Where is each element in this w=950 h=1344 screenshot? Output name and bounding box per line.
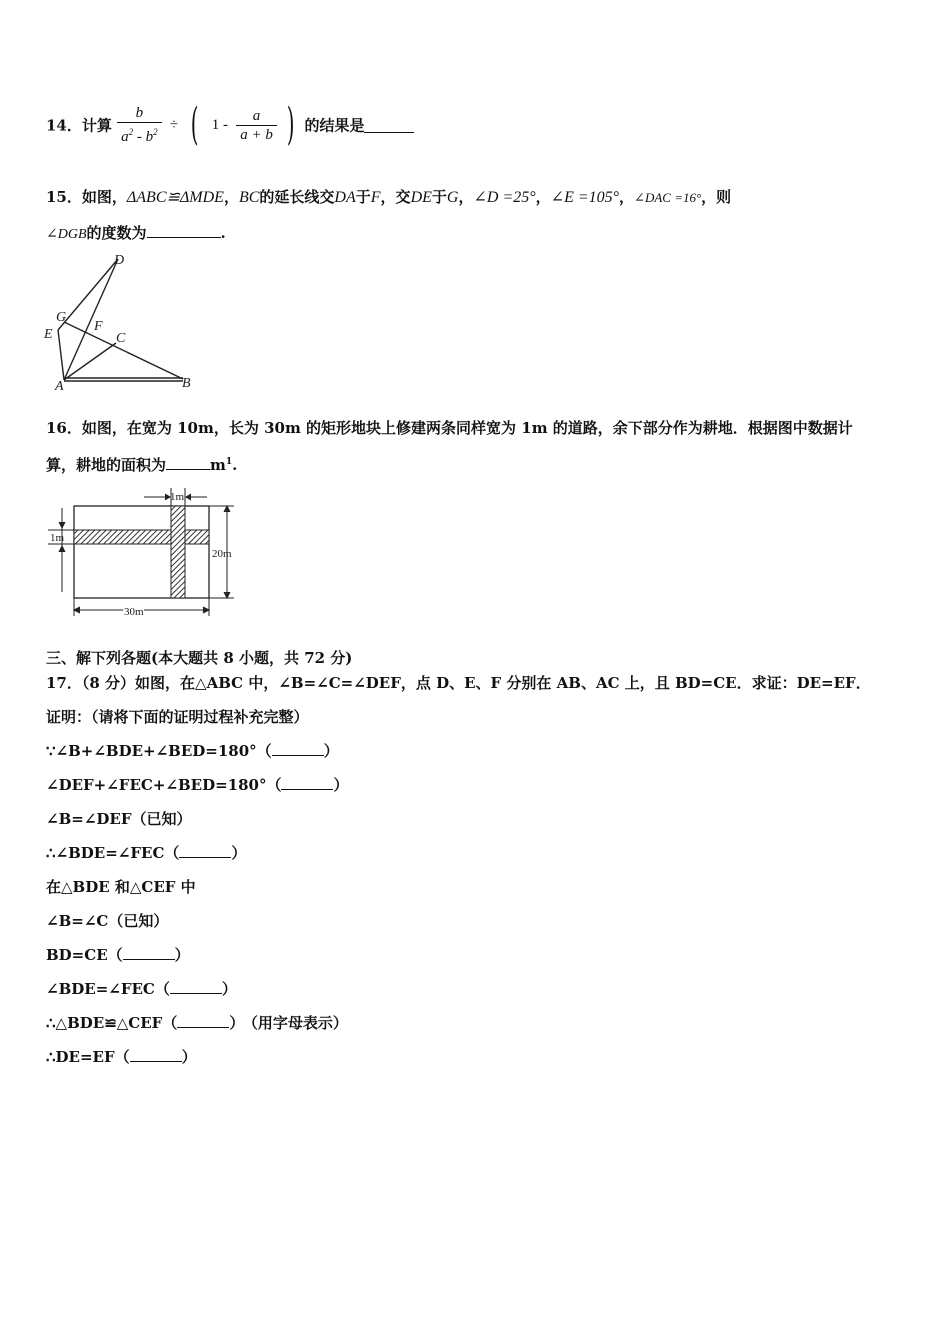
- q14-frac1-numerator: b: [117, 104, 162, 123]
- q15-f: F: [370, 189, 381, 206]
- q15-answer-blank[interactable]: [147, 223, 221, 238]
- q17-step-8-close: ）: [221, 980, 237, 998]
- q15-text-7: ，: [619, 188, 635, 206]
- section-3-title: 三、解下列各题(本大题共 8 小题，共 72 分): [46, 649, 353, 667]
- q17-step-4-text: ∴∠BDE=∠FEC（: [46, 844, 180, 862]
- q17-step-7: [46, 944, 190, 965]
- question-16-line-2: [46, 454, 237, 475]
- q17-step-2-close: ）: [333, 776, 349, 794]
- q15-label-a: A: [55, 379, 64, 394]
- q14-den-sq2: 2: [153, 127, 158, 137]
- q14-fraction-2: [236, 107, 277, 144]
- q15-da: DA: [334, 189, 356, 206]
- q16-answer-blank[interactable]: [166, 455, 210, 470]
- q15-label-g: G: [56, 310, 67, 325]
- q15-label-b: B: [182, 376, 191, 391]
- q17-step-5: [46, 876, 196, 897]
- q15-bc: BC: [238, 189, 260, 206]
- q14-answer-blank[interactable]: [364, 118, 414, 133]
- q15-angle-d: ∠D =25°: [473, 189, 536, 206]
- q15-g: G: [446, 189, 459, 206]
- question-17-stem: 17．（8 分）如图，在△ABC 中，∠B=∠C=∠DEF，点 D、E、F 分别在 AB、AC 上，且 BD=CE．求证：DE=EF．: [46, 674, 871, 692]
- q15-congruence: ΔABC≌ΔMDE: [126, 189, 224, 206]
- q15-period: .: [220, 224, 226, 242]
- q17-step-6: [46, 910, 168, 931]
- q14-right-paren: ): [286, 99, 295, 150]
- q16-road-horizontal: [74, 530, 209, 544]
- q15-text-5: ，: [458, 188, 474, 206]
- question-14: [46, 99, 414, 150]
- q15-text-4: 于: [431, 188, 447, 206]
- q16-figure: [44, 484, 254, 624]
- q14-divide-sign: ÷: [169, 116, 179, 133]
- q15-suffix: 的度数为: [86, 224, 147, 242]
- q14-den-a: a: [121, 129, 129, 145]
- q15-angle-dgb: ∠DGB: [46, 227, 87, 242]
- q15-label-f: F: [94, 319, 103, 334]
- q15-prefix: 15．如图，: [46, 188, 127, 206]
- question-17-proof-intro: 证明：（请将下面的证明过程补充完整）: [46, 708, 309, 726]
- q17-step-9-blank[interactable]: [177, 1013, 229, 1028]
- q15-text-3: ，交: [380, 188, 411, 206]
- q17-step-10-close: ）: [181, 1048, 197, 1066]
- q17-step-9-close: ）: [229, 1014, 245, 1032]
- q17-step-1-close: ）: [323, 742, 339, 760]
- q15-angle-e: ∠E =105°: [550, 189, 620, 206]
- q17-step-2-text: ∠DEF+∠FEC+∠BED=180°（: [46, 776, 282, 794]
- q17-step-6-text: ∠B=∠C（已知）: [46, 912, 169, 930]
- q15-figure: [40, 250, 210, 395]
- q15-de: DE: [410, 189, 432, 206]
- q16-label-length: 30m: [124, 606, 144, 618]
- q17-step-3: [46, 808, 191, 829]
- q14-den-sq1: 2: [128, 127, 134, 137]
- q17-step-10-text: ∴DE=EF（: [46, 1048, 130, 1066]
- q15-segment-ea: [58, 330, 64, 380]
- q17-step-10: [46, 1046, 197, 1067]
- q17-step-7-text: BD=CE（: [46, 946, 123, 964]
- q17-step-8-blank[interactable]: [170, 979, 222, 994]
- q17-step-7-close: ）: [174, 946, 190, 964]
- q17-step-1: [46, 740, 339, 761]
- q14-one-minus: 1 -: [211, 116, 228, 133]
- q15-segment-ed: [58, 259, 118, 330]
- q17-step-4: [46, 842, 246, 863]
- q17-step-8: [46, 978, 237, 999]
- q14-frac1-denominator: [117, 123, 162, 146]
- q17-step-7-blank[interactable]: [123, 945, 175, 960]
- q16-label-top-width: 1m: [170, 491, 185, 503]
- question-16-line-1: 16．如图，在宽为 10m，长为 30m 的矩形地块上修建两条同样宽为 1m 的道路，余下部分作为耕地．根据图中数据计: [46, 419, 853, 437]
- q17-step-9: [46, 1012, 348, 1033]
- q16-road-vertical: [171, 506, 185, 598]
- q14-suffix: 的结果是: [304, 116, 365, 135]
- q15-label-c: C: [116, 331, 126, 346]
- q15-text-6: ，: [535, 188, 551, 206]
- q17-step-4-blank[interactable]: [179, 843, 231, 858]
- q17-step-9-note: （用字母表示）: [250, 1014, 348, 1032]
- q17-step-4-close: ）: [231, 844, 247, 862]
- q14-den-b: b: [145, 129, 154, 145]
- q16-period: .: [232, 456, 238, 474]
- q15-label-d: D: [114, 253, 125, 268]
- q14-number: 14．计算: [46, 116, 112, 135]
- q16-unit: m: [210, 456, 226, 474]
- q17-step-5-text: 在△BDE 和△CEF 中: [46, 878, 196, 896]
- q15-text-1: 的延长线交: [259, 188, 335, 206]
- question-15-line-2: [46, 222, 226, 243]
- q17-step-1-blank[interactable]: [272, 741, 324, 756]
- q15-text-8: ，则: [701, 188, 732, 206]
- q17-step-10-blank[interactable]: [130, 1047, 182, 1062]
- q17-step-1-text: ∵∠B+∠BDE+∠BED=180°（: [46, 742, 272, 760]
- q17-step-9-text: ∴△BDE≌△CEF（: [46, 1014, 178, 1032]
- q16-label-left-width: 1m: [50, 532, 65, 544]
- q14-left-paren: (: [191, 99, 199, 150]
- q15-segment-ad: [64, 259, 118, 380]
- q15-label-e: E: [44, 327, 53, 342]
- q16-label-height: 20m: [212, 548, 232, 560]
- q16-field-rect: [74, 506, 209, 598]
- q16-unit-sup: 1: [225, 457, 233, 467]
- question-15-line-1: [46, 186, 731, 207]
- q14-den-minus: -: [133, 129, 146, 145]
- q17-step-2-blank[interactable]: [281, 775, 333, 790]
- q16-prefix: 算，耕地的面积为: [46, 456, 167, 474]
- q17-step-8-text: ∠BDE=∠FEC（: [46, 980, 170, 998]
- q14-fraction-1: [117, 104, 162, 146]
- q14-frac2-denominator: a + b: [240, 126, 273, 143]
- q14-frac2-numerator: a: [236, 107, 277, 126]
- q17-step-3-text: ∠B=∠DEF（已知）: [46, 810, 192, 828]
- q15-angle-dac: ∠DAC =16°: [634, 190, 702, 205]
- q15-comma: ，: [223, 188, 239, 206]
- q17-step-2: [46, 774, 348, 795]
- q15-text-2: 于: [355, 188, 371, 206]
